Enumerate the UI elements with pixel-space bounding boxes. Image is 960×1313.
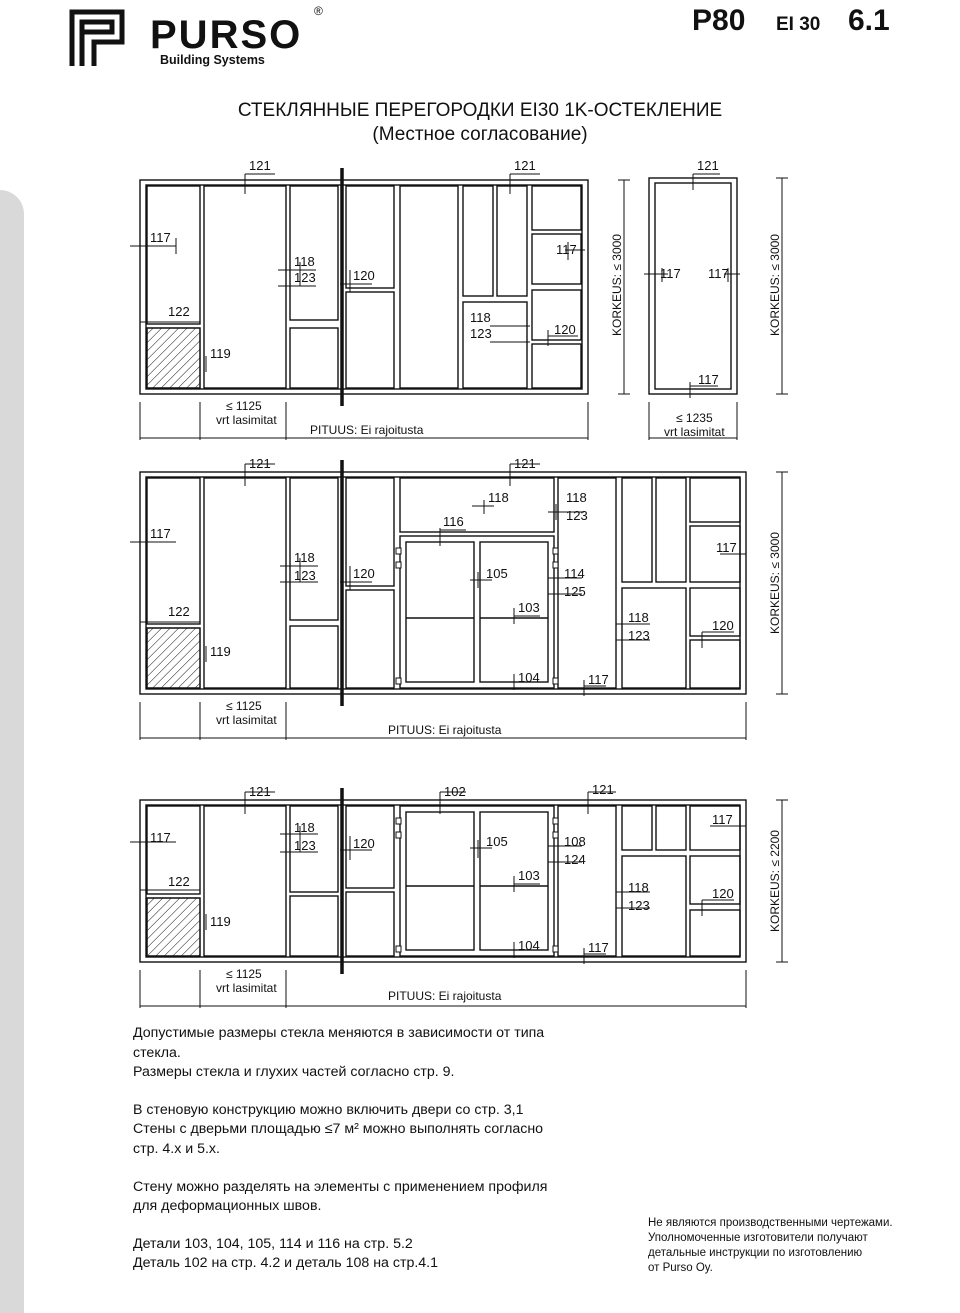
fire-rating: EI 30	[776, 14, 821, 35]
label-117: 117	[708, 266, 729, 281]
width-dimension: ≤ 1125	[226, 967, 262, 981]
width-dimension: ≤ 1235	[676, 411, 713, 425]
label-118: 118	[294, 254, 315, 269]
label-117: 117	[716, 540, 737, 555]
page-number: 6.1	[848, 4, 890, 37]
label-120: 120	[353, 268, 375, 283]
note-line: Деталь 102 на стр. 4.2 и деталь 108 на стр.4.1	[133, 1255, 439, 1272]
label-117: 117	[698, 372, 719, 387]
width-note: vrt lasimitat	[664, 425, 725, 439]
label-122: 122	[168, 604, 190, 619]
note-line: Стену можно разделять на элементы с применением профиля	[133, 1178, 548, 1195]
label-123: 123	[470, 326, 492, 341]
note-line: В стеновую конструкцию можно включить двери со стр. 3,1	[133, 1101, 524, 1118]
label-102: 102	[444, 784, 466, 799]
label-120: 120	[353, 566, 375, 581]
label-118: 118	[294, 550, 315, 565]
registered-mark: ®	[314, 4, 323, 18]
disclaimer-line: детальные инструкции по изготовлению	[648, 1247, 863, 1259]
drawing-partition-3	[0, 772, 960, 1012]
page-title: СТЕКЛЯННЫЕ ПЕРЕГОРОДКИ EI30 1K-ОСТЕКЛЕНИЕ	[237, 100, 723, 121]
drawing-partition-1	[0, 150, 960, 450]
label-120: 120	[712, 886, 734, 901]
brand-subtitle: Building Systems	[160, 53, 265, 67]
label-123: 123	[294, 568, 316, 583]
label-118: 118	[628, 880, 649, 895]
label-118: 118	[294, 820, 315, 835]
note-line: стр. 4.x и 5.x.	[133, 1140, 220, 1157]
label-118: 118	[488, 490, 509, 505]
width-note: vrt lasimitat	[216, 413, 277, 427]
label-104: 104	[518, 938, 540, 953]
brand-name: PURSO	[150, 13, 303, 57]
label-118: 118	[470, 310, 491, 325]
width-note: vrt lasimitat	[216, 713, 277, 727]
label-121: 121	[249, 158, 271, 173]
disclaimer	[648, 1216, 918, 1276]
label-105: 105	[486, 834, 508, 849]
disclaimer-line: Уполномоченные изготовители получают	[648, 1232, 868, 1244]
width-dimension: ≤ 1125	[226, 399, 262, 413]
label-119: 119	[210, 914, 231, 929]
disclaimer-line: Не являются производственными чертежами.	[648, 1217, 893, 1229]
label-119: 119	[210, 346, 231, 361]
length-dimension: PITUUS: Ei rajoitusta	[310, 423, 424, 437]
note-line: для деформационных швов.	[133, 1198, 322, 1215]
label-103: 103	[518, 868, 540, 883]
label-123: 123	[294, 838, 316, 853]
label-121: 121	[249, 456, 271, 471]
label-125: 125	[564, 584, 586, 599]
label-104: 104	[518, 670, 540, 685]
label-117: 117	[588, 940, 609, 955]
label-114: 114	[564, 566, 585, 581]
label-121: 121	[697, 158, 719, 173]
label-118: 118	[566, 490, 587, 505]
label-116: 116	[443, 514, 464, 529]
product-code: P80	[692, 4, 746, 37]
label-108: 108	[564, 834, 586, 849]
label-117: 117	[556, 242, 577, 257]
page-subtitle: (Местное согласование)	[372, 124, 588, 145]
label-120: 120	[353, 836, 375, 851]
label-117: 117	[588, 672, 609, 687]
label-122: 122	[168, 304, 190, 319]
height-dimension: KORKEUS: ≤ 3000	[610, 234, 624, 336]
label-123: 123	[628, 628, 650, 643]
label-120: 120	[554, 322, 576, 337]
label-121: 121	[592, 782, 614, 797]
label-117: 117	[712, 812, 733, 827]
length-dimension: PITUUS: Ei rajoitusta	[388, 989, 502, 1003]
label-123: 123	[628, 898, 650, 913]
length-dimension: PITUUS: Ei rajoitusta	[388, 723, 502, 737]
note-line: Размеры стекла и глухих частей согласно стр. 9.	[133, 1064, 455, 1081]
label-117: 117	[150, 830, 171, 845]
hatched-fill-panel	[147, 898, 200, 956]
width-dimension: ≤ 1125	[226, 699, 262, 713]
label-122: 122	[168, 874, 190, 889]
label-123: 123	[294, 270, 316, 285]
label-103: 103	[518, 600, 540, 615]
disclaimer-line: от Purso Oy.	[648, 1262, 713, 1274]
hatched-fill-panel	[147, 628, 200, 688]
label-117: 117	[660, 266, 681, 281]
hatched-fill-panel	[147, 328, 200, 388]
label-117: 117	[150, 230, 171, 245]
note-line: стекла.	[133, 1044, 181, 1061]
label-121: 121	[249, 784, 271, 799]
notes-block	[133, 1024, 593, 1274]
label-121: 121	[514, 456, 536, 471]
label-123: 123	[566, 508, 588, 523]
note-line: Допустимые размеры стекла меняются в зависимости от типа	[133, 1025, 545, 1041]
label-105: 105	[486, 566, 508, 581]
height-dimension: KORKEUS: ≤ 3000	[768, 234, 782, 336]
label-120: 120	[712, 618, 734, 633]
note-line: Стены с дверьми площадью ≤7 м² можно выполнять согласно	[133, 1121, 544, 1138]
label-118: 118	[628, 610, 649, 625]
height-dimension: KORKEUS: ≤ 3000	[768, 532, 782, 634]
label-117: 117	[150, 526, 171, 541]
drawing-partition-2	[0, 450, 960, 745]
height-dimension: KORKEUS: ≤ 2200	[768, 830, 782, 932]
label-119: 119	[210, 644, 231, 659]
label-121: 121	[514, 158, 536, 173]
note-line: Детали 103, 104, 105, 114 и 116 на стр. 5.2	[133, 1235, 413, 1252]
label-124: 124	[564, 852, 586, 867]
width-note: vrt lasimitat	[216, 981, 277, 995]
